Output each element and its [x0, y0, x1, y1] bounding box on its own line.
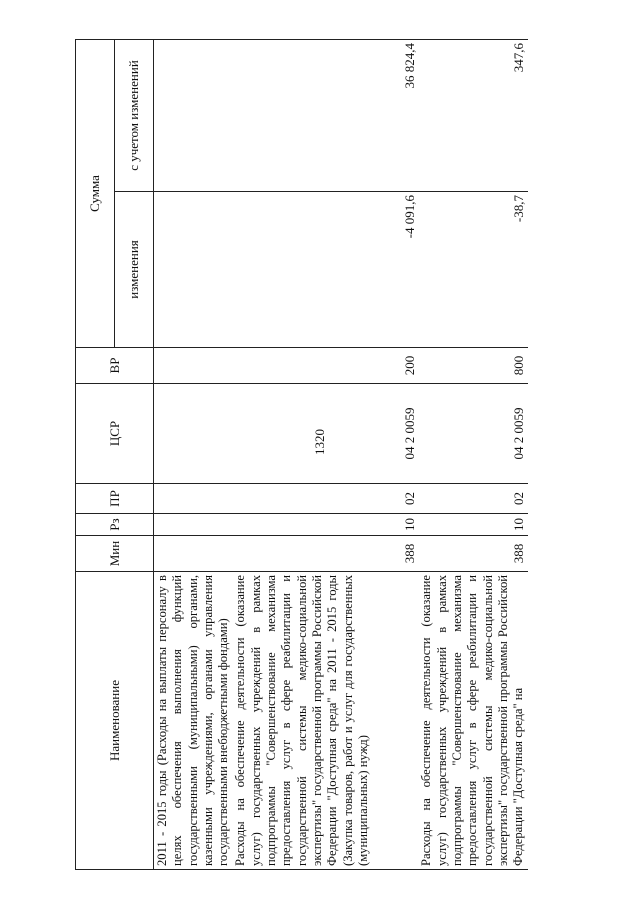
rotated-page [75, 40, 640, 870]
row-rz: 10 [418, 514, 527, 536]
row-min: 388 [232, 536, 418, 572]
header-min: Мин [76, 536, 154, 572]
row-vr: 200 [232, 348, 418, 384]
header-with-changes: с учетом изменений [115, 40, 154, 192]
header-vr: ВР [76, 348, 154, 384]
row-rz [154, 514, 233, 536]
table-row [232, 40, 418, 870]
row-csr: 04 2 0059 [418, 384, 527, 484]
row-pr: 02 [418, 484, 527, 514]
row-with-changes [154, 40, 233, 192]
header-name: Наименование [76, 572, 154, 870]
row-name: 2011 - 2015 годы (Расходы на выплаты персоналу в целях обеспечения выполнения функций государственными (муниципальными) органами, казенными учреждениями, органами управления государственными внебюджетными фондами) [154, 572, 233, 870]
row-name: Расходы на обеспечение деятельности (оказание услуг) государственных учреждений в рамках подпрограммы "Совершенствование механизма предоставления услуг в сфере реабилитации и государственной системы медико-социальной экспертизы" государственной программы Российской Федерации "Доступная среда" на 2011 - 2015 годы (Закупка товаров, работ и услуг для государственных (муниципальных) нужд) [232, 572, 418, 870]
row-rz: 10 [232, 514, 418, 536]
row-changes [154, 192, 233, 348]
row-csr: 04 2 0059 [232, 384, 418, 484]
row-changes: -38,7 [418, 192, 527, 348]
row-pr: 02 [232, 484, 418, 514]
header-changes: изменения [115, 192, 154, 348]
table-row [154, 40, 233, 870]
row-pr [154, 484, 233, 514]
header-pr: ПР [76, 484, 154, 514]
table-row [418, 40, 527, 870]
row-name: Расходы на обеспечение деятельности (оказание услуг) государственных учреждений в рамках подпрограммы "Совершенствование механизма предоставления услуг в сфере реабилитации и государственной системы медико-социальной экспертизы" государственной программы Российской Федерации "Доступная среда" на [418, 572, 527, 870]
row-min: 388 [418, 536, 527, 572]
row-min [154, 536, 233, 572]
header-csr: ЦСР [76, 384, 154, 484]
row-with-changes: 347,6 [418, 40, 527, 192]
budget-table [75, 39, 528, 870]
page-number: 1320 [312, 429, 327, 455]
row-vr: 800 [418, 348, 527, 384]
header-sum: Сумма [76, 40, 115, 348]
row-vr [154, 348, 233, 384]
header-rz: Рз [76, 514, 154, 536]
row-csr [154, 384, 233, 484]
row-with-changes: 36 824,4 [232, 40, 418, 192]
row-changes: -4 091,6 [232, 192, 418, 348]
